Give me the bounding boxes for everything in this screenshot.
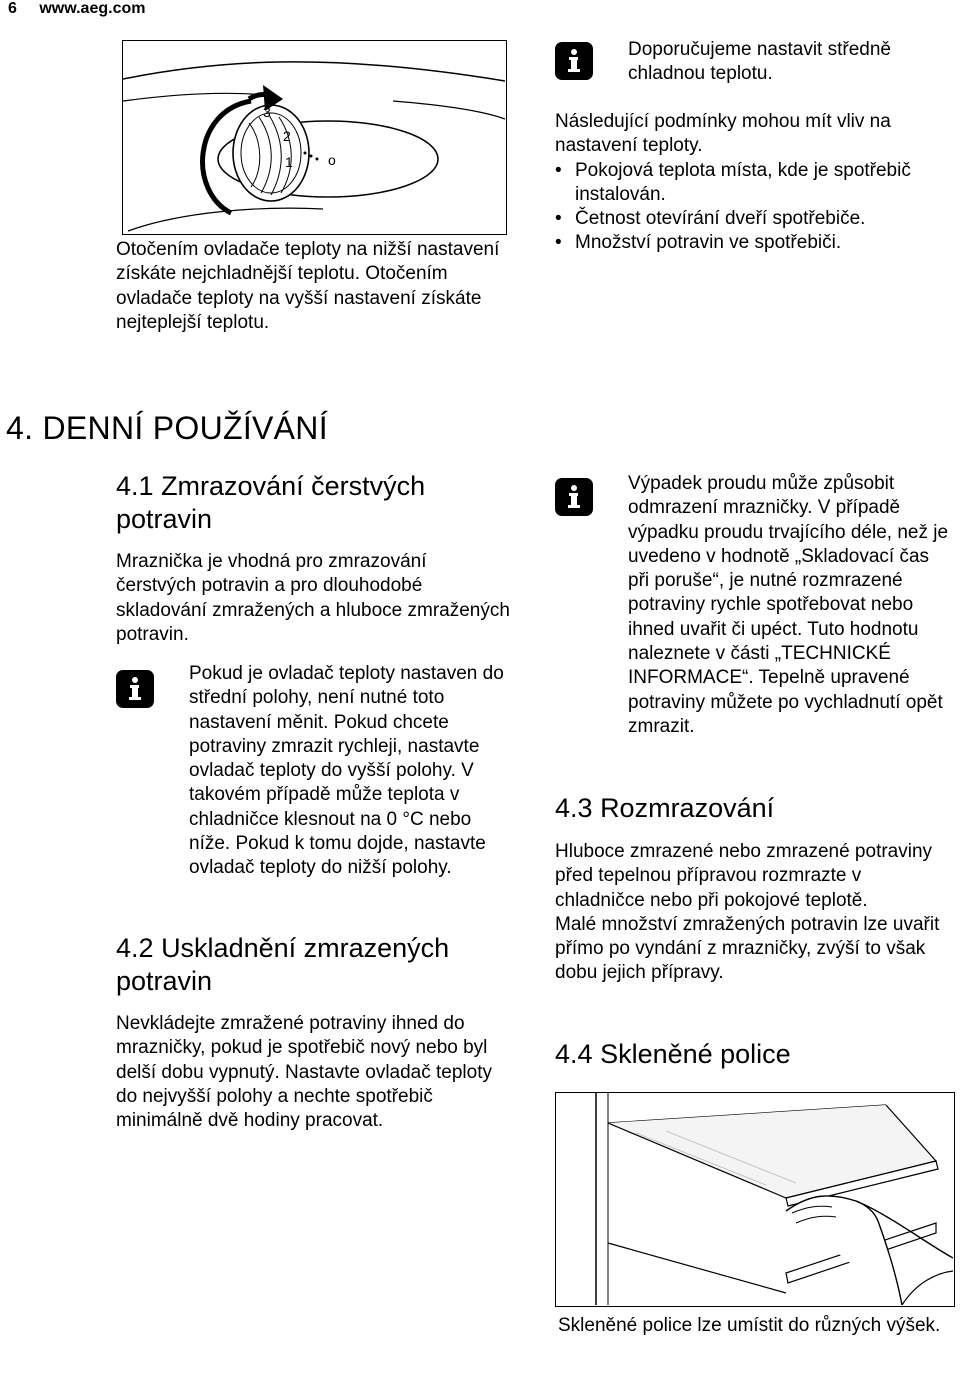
page-number: 6 [8, 0, 17, 17]
shelf-drawing [556, 1093, 953, 1305]
heading-title: Zmrazování čerstvých potravin [116, 471, 426, 534]
s42-text: Nevkládejte zmražené potraviny ihned do mrazničky, pokud je spotřebič nový nebo byl delší dobu vypnutý. Nastavte ovladač teploty do nejvyšší polohy a nechte spotřebič minimálně dvě hodiny pracovat. [116, 1013, 493, 1132]
info-icon [555, 42, 593, 80]
list-item: • Četnost otevírání dveří spotřebiče. [555, 207, 955, 231]
subsection-heading-4-2 [116, 932, 496, 998]
heading-number: 4.3 [555, 793, 593, 823]
list-item: • Množství potravin ve spotřebiči. [555, 231, 955, 255]
heading-title: Rozmrazování [600, 793, 775, 823]
list-item: • Pokojová teplota místa, kde je spotřebič instalován. [555, 159, 955, 208]
s43-text2: Malé množství zmražených potravin lze uvařit přímo po vyndání z mrazničky, zvýší to však dobu jejich přípravy. [555, 913, 940, 984]
tip-top: Doporučujeme nastavit středně chladnou teplotu. [628, 39, 891, 85]
dial-illustration [122, 40, 507, 235]
s41-text: Mraznička je vhodná pro zmrazování čerstvých potravin a pro dlouhodobé skladování zmražených a hluboce zmražených potravin. [116, 551, 510, 645]
section-title: 4. DENNÍ POUŽÍVÁNÍ [6, 410, 328, 446]
dial-number-3: 3 [263, 104, 271, 120]
heading-title: Skleněné police [600, 1039, 791, 1069]
s43-text1: Hluboce zmrazené nebo zmrazené potraviny před tepelnou přípravou rozmrazte v chladničce nebo při pokojové teplotě. [555, 841, 933, 911]
info-icon [116, 670, 154, 708]
dial-caption: Otočením ovladače teploty na nižší nastavení získáte nejchladnější teplotu. Otočením ovladače teploty na vyšší nastavení získáte nejteplejší teplotu. [116, 239, 500, 333]
site-url: www.aeg.com [39, 0, 146, 17]
subsection-heading-4-1 [116, 470, 496, 536]
page-header [8, 0, 163, 18]
conditions-list [555, 159, 955, 256]
dial-drawing [123, 41, 505, 233]
heading-number: 4.4 [555, 1039, 593, 1069]
s43-text [555, 840, 947, 986]
dial-number-2: 2 [283, 128, 291, 144]
dial-off-mark: o [328, 152, 336, 168]
heading-number: 4.1 [116, 471, 154, 501]
tip-power: Výpadek proudu může způsobit odmrazení mrazničky. V případě výpadku proudu trvajícího déle, než je uvedeno v hodnotě „Skladovací čas při poruše“, je nutné rozmrazené potraviny rychle spotřebovat nebo ihned uvařit či upéct. Tuto hodnotu naleznete v části „TECHNICKÉ INFORMACE“. Tepelně upravené potraviny můžete po vychladnutí opět zmrazit. [628, 473, 949, 737]
heading-number: 4.2 [116, 933, 154, 963]
conditions-block [555, 110, 955, 256]
subsection-heading-4-4 [555, 1038, 945, 1071]
s41-tip: Pokud je ovladač teploty nastaven do střední polohy, není nutné toto nastavení měnit. Pokud chcete potraviny zmrazit rychleji, nastavte ovladač teploty do vyšší polohy. V takovém případě může teplota v chladničce klesnout na 0 °C nebo níže. Pokud k tomu dojde, nastavte ovladač teploty do nižší polohy. [189, 663, 504, 879]
subsection-heading-4-3 [555, 792, 945, 825]
heading-title: Uskladnění zmrazených potravin [116, 933, 450, 996]
info-icon [555, 478, 593, 516]
conditions-intro: Následující podmínky mohou mít vliv na nastavení teploty. [555, 111, 891, 157]
shelf-illustration [555, 1092, 955, 1307]
shelf-caption: Skleněné police lze umístit do různých výšek. [558, 1315, 941, 1336]
dial-number-1: 1 [285, 154, 293, 170]
